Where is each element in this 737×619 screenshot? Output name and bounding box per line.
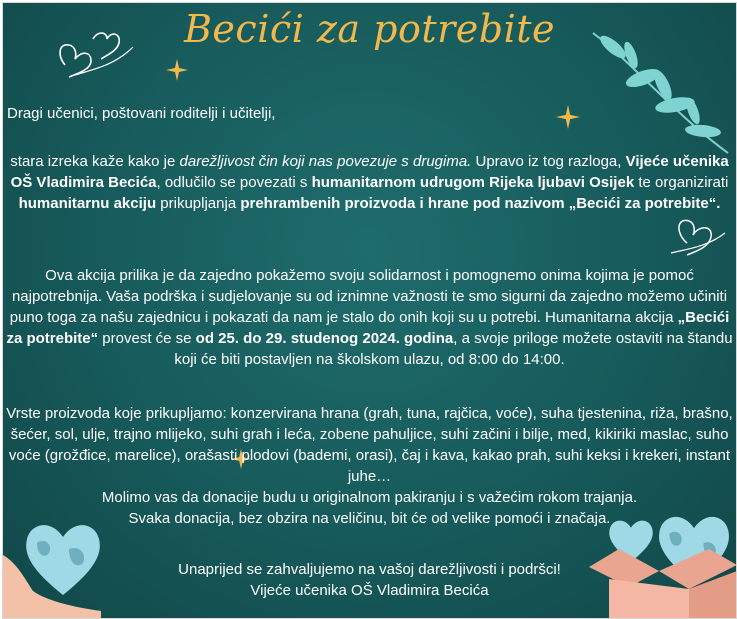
details-paragraph (3, 265, 736, 370)
action-name: humanitarnu akciju (18, 195, 157, 212)
intro-paragraph (3, 151, 736, 214)
poster (2, 2, 737, 619)
intro-text: , odlučilo se povezati s (156, 174, 312, 191)
page-title: Becići za potrebite (184, 7, 555, 51)
packaging-note: Molimo vas da donacije budu u originalnom pakiranju i s važećim rokom trajanja. (101, 489, 638, 506)
proverb: darežljivost čin koji nas povezuje s drugima. (179, 153, 472, 170)
sparkle-icon (166, 59, 188, 81)
donation-note: Svaka donacija, bez obzira na veličinu, bit će od velike pomoći i značaja. (128, 510, 611, 527)
details-text: Ova akcija prilika je da zajedno pokažemo svoju solidarnost i pomognemo onima kojima je pomoć najpotrebnija. Vaša podrška i sudjelovanje su od iznimne važnosti te smo sigurni da zajedno možemo učiniti puno toga za našu zajednicu i pokazati da nam je stalo do onih koji su u potrebi. Humanitarna akcija (9, 267, 728, 326)
details-text: provest će se (98, 330, 196, 347)
collection-name: prehrambenih proizvoda i hrane pod nazivom „Becići za potrebite“. (240, 195, 721, 212)
thanks-line: Unaprijed se zahvaljujemo na vašoj darežljivosti i podršci! (178, 561, 561, 578)
details-text: , a svoje priloge možete ostaviti na štandu koji će biti postavljen na školskom ulazu, od 8:00 do 14:00. (174, 330, 733, 368)
campaign-dates: od 25. do 29. studenog 2024. godina (195, 330, 454, 347)
partner-name: humanitarnom udrugom Rijeka ljubavi Osijek (311, 174, 635, 191)
organizer-name: Vijeće učenika OŠ Vladimira Becića (10, 153, 729, 191)
products-list: Vrste proizvoda koje prikupljamo: konzervirana hrana (grah, tuna, rajčica, voće), suha tjestenina, riža, brašno, šećer, sol, ulje, trajno mlijeko, suhi grah i leća, zobene pahuljice, suhi začini i bilje, med, kikiriki maslac, suho voće (grožđice, marelice), orašasti plodovi (bademi, orasi), čaj i kava, kakao prah, suhi keksi i krekeri, instant juhe… (6, 405, 733, 485)
closing (3, 559, 736, 601)
products-paragraph (3, 403, 736, 529)
sparkle-icon (556, 105, 580, 129)
intro-text: te organizirati (634, 174, 729, 191)
intro-text: prikupljanja (156, 195, 241, 212)
intro-text: stara izreka kaže kako je (10, 153, 180, 170)
greeting: Dragi učenici, poštovani roditelji i učitelji, (7, 105, 276, 122)
signature: Vijeće učenika OŠ Vladimira Becića (250, 582, 489, 599)
campaign-name: „Becići za potrebite“ (6, 309, 730, 347)
intro-text: Upravo iz tog razloga, (471, 153, 626, 170)
